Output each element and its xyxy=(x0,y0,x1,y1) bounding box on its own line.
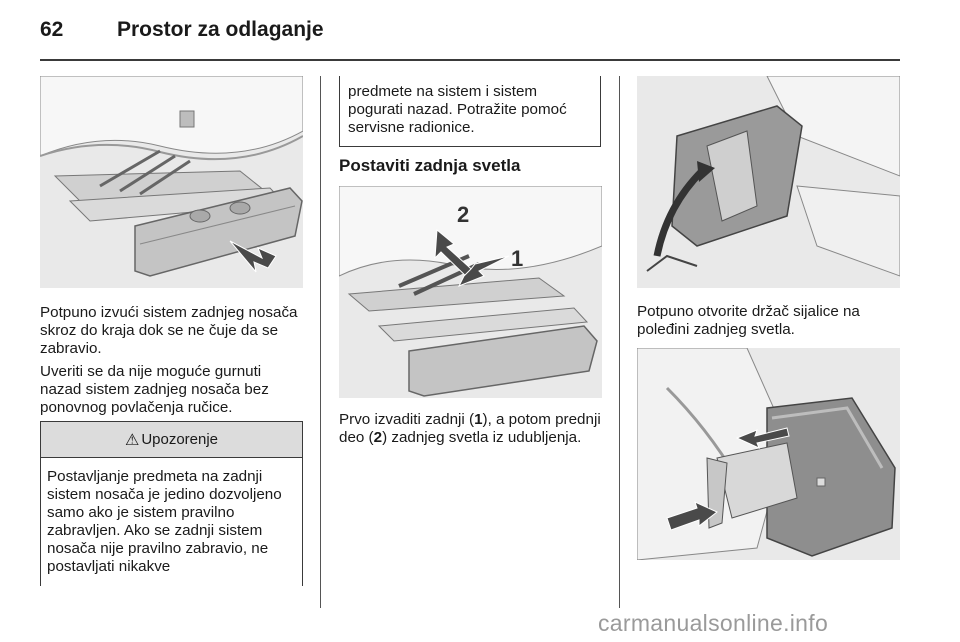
illustration-tail-light-bulb-holder xyxy=(637,348,900,560)
illustration-open-bulb-holder xyxy=(637,76,900,288)
warning-box xyxy=(40,421,303,586)
illustration-rear-carrier-pull xyxy=(40,76,303,288)
bold-callout-1: 1 xyxy=(474,411,483,428)
page-title: Prostor za odlaganje xyxy=(117,18,324,41)
instruction-verify-lock: Uveriti se da nije moguće gurnuti nazad sistem zadnjeg nosača bez ponovnog povlačenja ručice. xyxy=(40,363,269,416)
column-divider-2 xyxy=(619,76,620,608)
instruction-remove-parts: Prvo izvaditi zadnji (1), a potom prednji deo (2) zadnjeg svetla iz udubljenja. xyxy=(339,411,601,446)
warning-body: Postavljanje predmeta na zadnji sistem nosača je jedino dozvoljeno samo ako je sistem pravilno zabravljen. Ako se zadnji sistem nosača nije pravilno zabravio, ne postavljati nikakve xyxy=(47,468,282,575)
warning-title: Upozorenje xyxy=(141,431,219,448)
illustration-remove-tail-lights xyxy=(339,186,602,398)
bold-callout-2: 2 xyxy=(373,429,383,446)
header-rule xyxy=(40,59,900,61)
warning-box-continued: predmete na sistem i sistem pogurati nazad. Potražite pomoć servisne radionice. xyxy=(339,76,601,147)
warning-triangle-icon: ⚠ xyxy=(124,431,140,449)
section-heading: Postaviti zadnja svetla xyxy=(339,156,521,175)
callout-2: 2 xyxy=(457,202,470,227)
instruction-pull-out: Potpuno izvući sistem zadnjeg nosača skroz do kraja dok se ne čuje da se zabravio. xyxy=(40,304,298,357)
footer-watermark: carmanualsonline.info xyxy=(598,610,829,636)
instruction-open-bulb-holder: Potpuno otvorite držač sijalice na poleđini zadnjeg svetla. xyxy=(637,303,860,338)
page-number: 62 xyxy=(40,18,64,41)
column-divider-1 xyxy=(320,76,321,608)
callout-1: 1 xyxy=(511,246,524,271)
warning-header xyxy=(41,422,302,458)
